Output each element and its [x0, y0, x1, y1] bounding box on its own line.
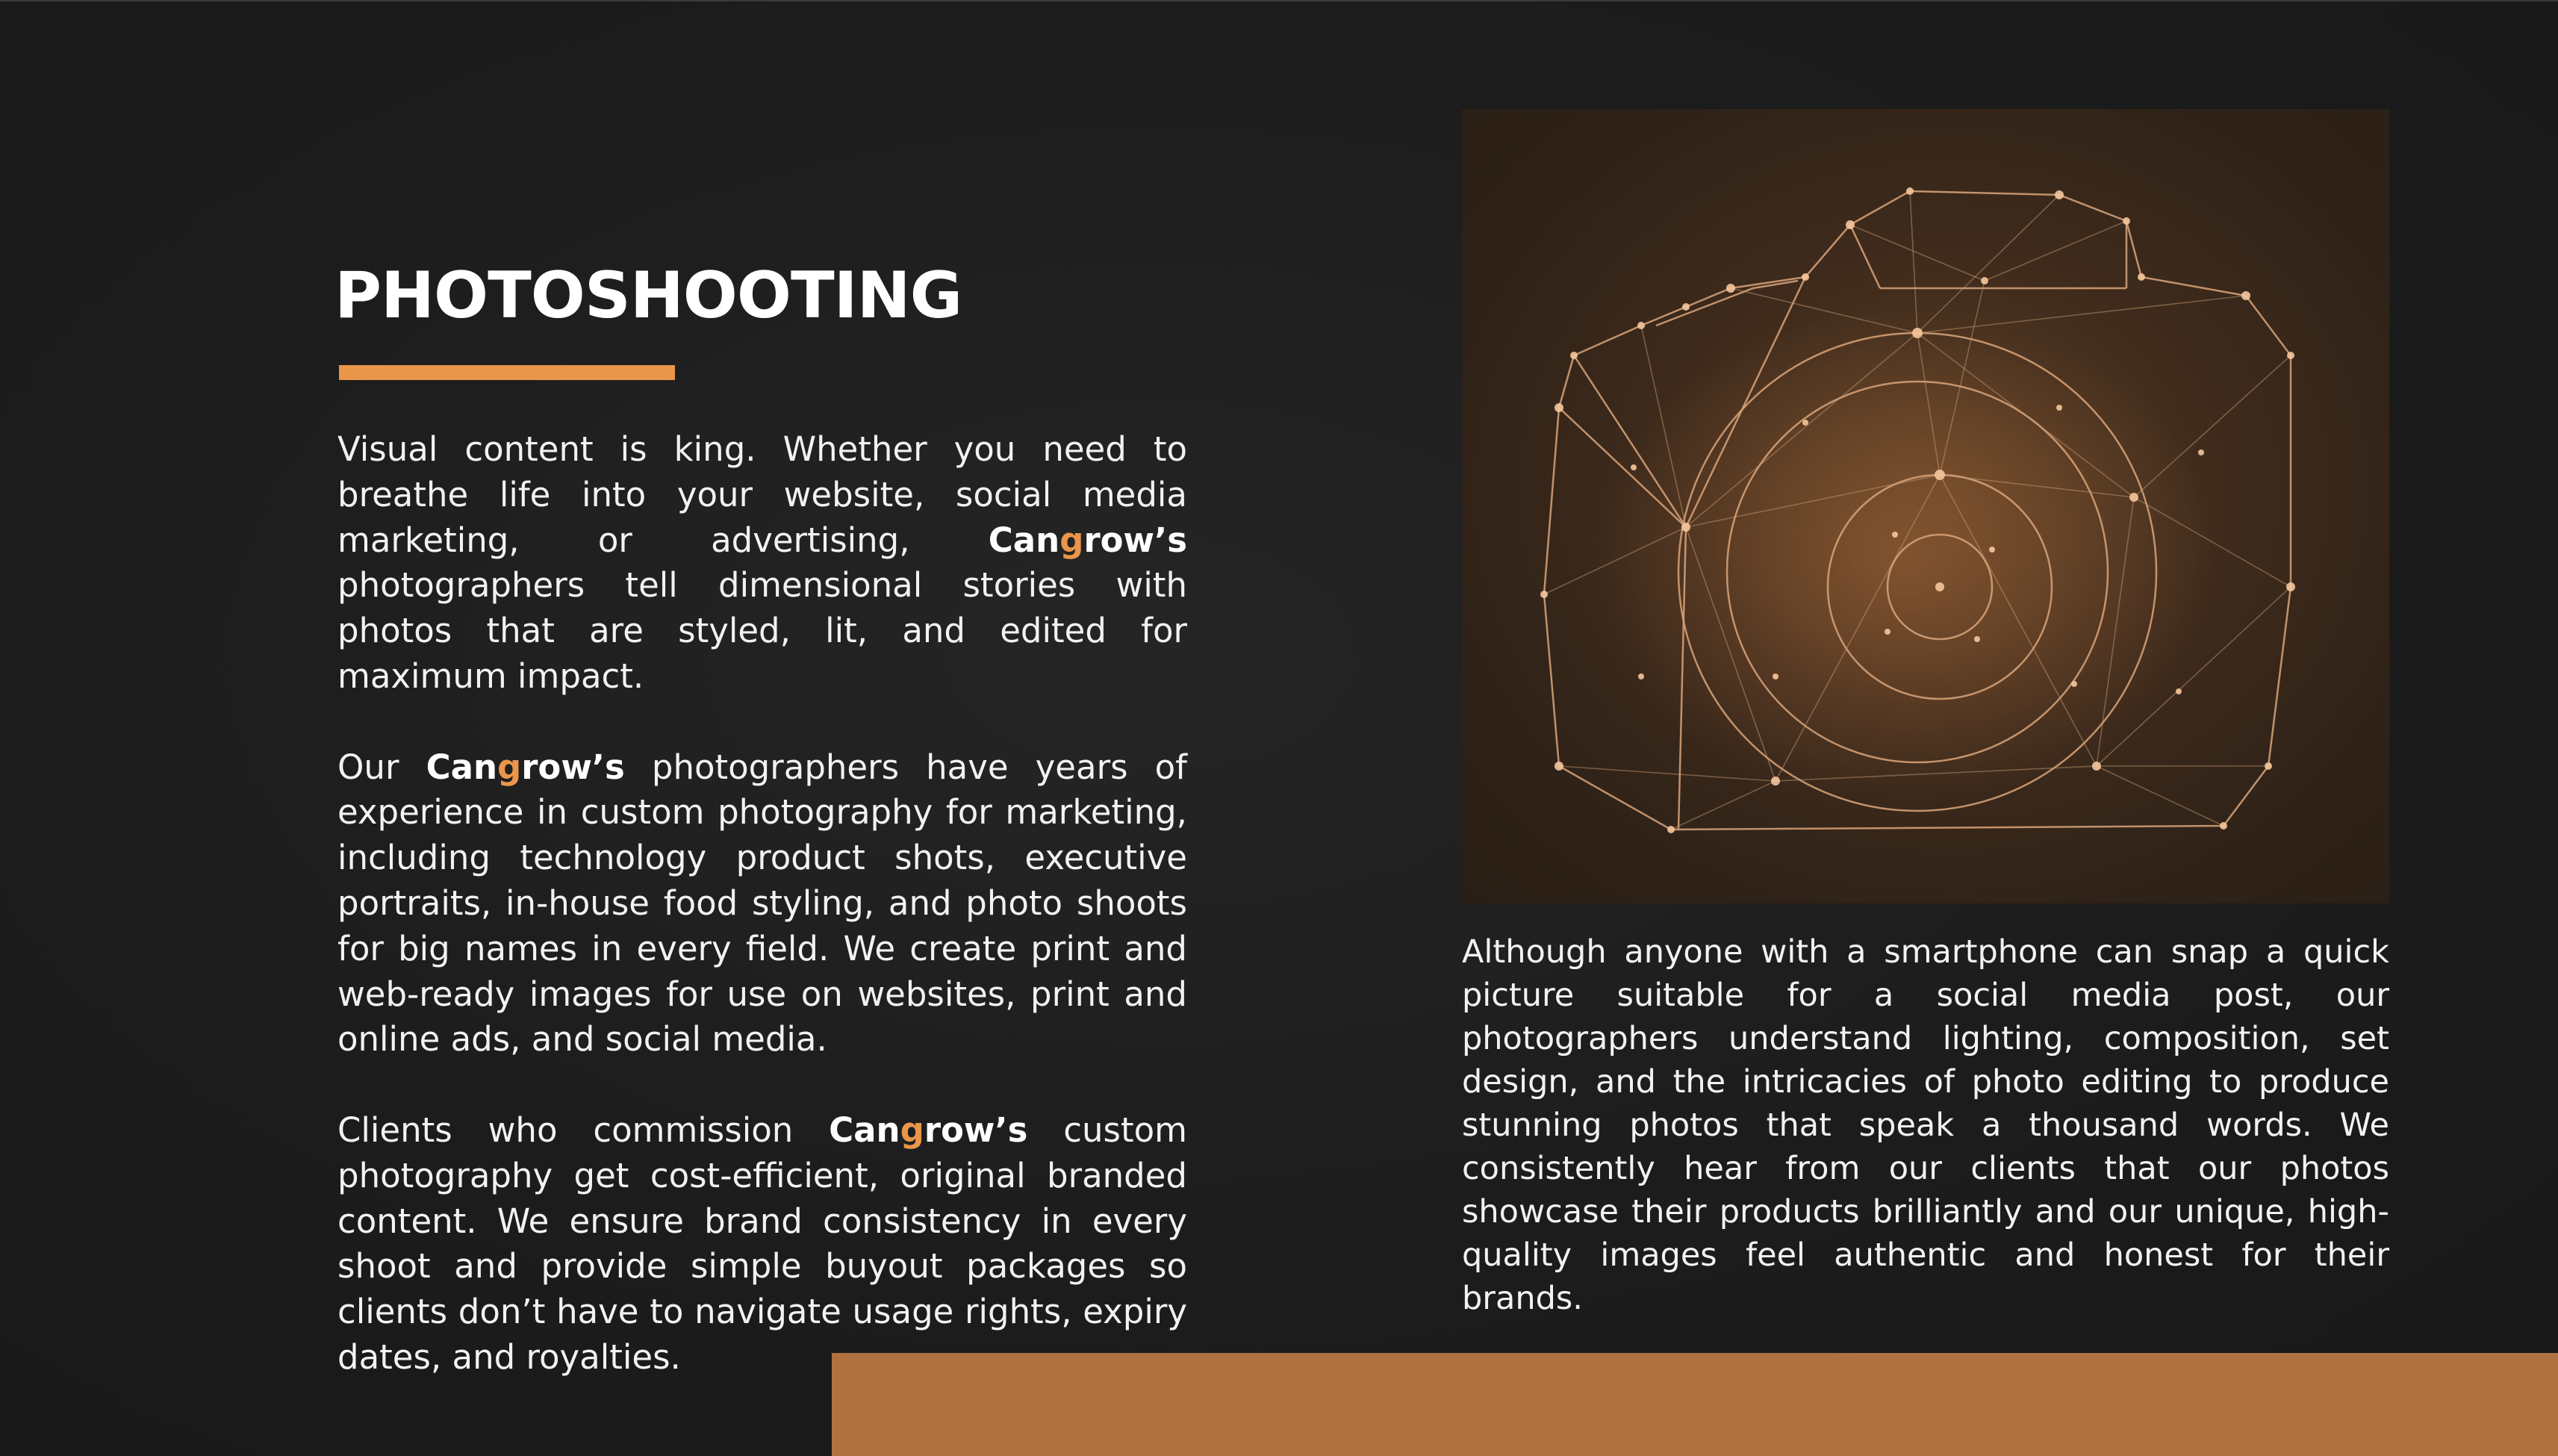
- paragraph-1: [337, 427, 1187, 700]
- camera-icon: [1462, 109, 2389, 903]
- paragraph-1-intro: Visual content is king. Whether you need to breathe life into your website, social media marketing, or advertising,: [337, 429, 1187, 560]
- paragraph-3-rest: custom photography get cost-efficient, original branded content. We ensure brand consistency in every shoot and provide simple buyout packages so clients don’t have to navigate usage rights, expiry dates, and royalties.: [337, 1110, 1187, 1377]
- brand-accent-letter: g: [1059, 520, 1084, 560]
- brand-name: [426, 747, 625, 787]
- brand-name-part1: Can: [829, 1110, 900, 1150]
- brand-name: [989, 520, 1187, 560]
- paragraph-2-rest: photographers have years of experience in custom photography for marketing, including technology product shots, executive portraits, in-house food styling, and photo shoots for big names in every field. We create print and web-ready images for use on websites, print and online ads, and social media.: [337, 747, 1187, 1060]
- brand-name-part1: Can: [426, 747, 497, 787]
- brand-name-part1: Can: [988, 520, 1060, 560]
- paragraph-3: [337, 1108, 1187, 1381]
- paragraph-2: [337, 745, 1187, 1063]
- top-border-line: [0, 0, 2558, 1]
- right-text-column: [1462, 930, 2389, 1320]
- camera-photo: [1462, 109, 2389, 903]
- brand-name-part2: row’s: [1083, 520, 1187, 560]
- left-text-column: [337, 427, 1187, 1381]
- brand-name: [829, 1110, 1027, 1150]
- footer-accent-bar: [832, 1353, 2558, 1456]
- title-underline: [339, 365, 675, 380]
- brand-name-part2: row’s: [521, 747, 625, 787]
- brand-accent-letter: g: [900, 1110, 924, 1150]
- page-title: PHOTOSHOOTING: [334, 258, 962, 333]
- brand-accent-letter: g: [497, 747, 522, 787]
- right-paragraph: Although anyone with a smartphone can snap a quick picture suitable for a social media post, our photographers understand lighting, composition, set design, and the intricacies of photo editing to produce stunning photos that speak a thousand words. We consistently hear from our clients that our photos showcase their products brilliantly and our unique, high-quality images feel authentic and honest for their brands.: [1462, 933, 2389, 1317]
- paragraph-2-intro: Our: [337, 747, 426, 787]
- paragraph-1-rest: photographers tell dimensional stories with photos that are styled, lit, and edited for maximum impact.: [337, 565, 1187, 696]
- brand-name-part2: row’s: [924, 1110, 1028, 1150]
- paragraph-3-intro: Clients who commission: [337, 1110, 830, 1150]
